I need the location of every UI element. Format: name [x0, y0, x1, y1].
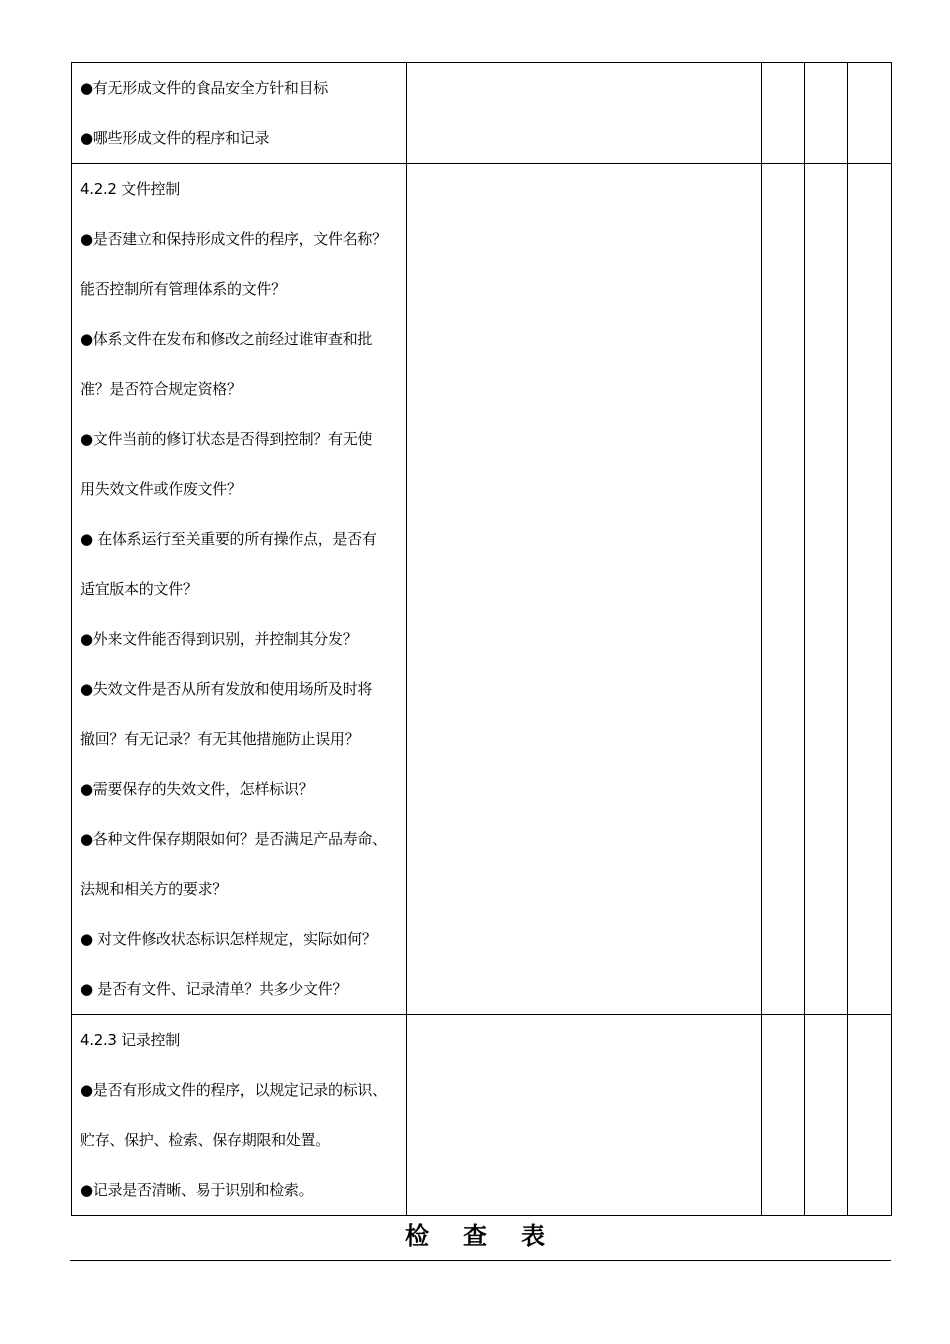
- check-item-line: ●各种文件保存期限如何？是否满足产品寿命、: [80, 830, 387, 848]
- check-item-line: ● 在体系运行至关重要的所有操作点，是否有: [80, 530, 377, 548]
- mark-cell: [762, 164, 805, 1015]
- check-item-line: ●失效文件是否从所有发放和使用场所及时将: [80, 680, 373, 698]
- check-item-line: 准？是否符合规定资格？: [80, 380, 242, 398]
- mark-cell: [805, 1015, 848, 1216]
- mark-cell: [848, 1015, 892, 1216]
- check-item-line: 4.2.3 记录控制: [80, 1031, 180, 1049]
- mark-cell: [848, 164, 892, 1015]
- check-item-line: ●是否有形成文件的程序，以规定记录的标识、: [80, 1081, 387, 1099]
- check-item-line: 贮存、保护、检索、保存期限和处置。: [80, 1131, 330, 1149]
- footer-divider: [70, 1260, 891, 1261]
- check-item-cell: [72, 164, 407, 1015]
- checklist-body: [72, 63, 892, 1216]
- check-item-line: ●有无形成文件的食品安全方针和目标: [80, 79, 328, 97]
- checklist-row: [72, 1015, 892, 1216]
- checklist-row: [72, 164, 892, 1015]
- check-item-line: 适宜版本的文件？: [80, 580, 198, 598]
- check-item-line: ●体系文件在发布和修改之前经过谁审查和批: [80, 330, 373, 348]
- check-item-line: ●哪些形成文件的程序和记录: [80, 129, 270, 147]
- check-item-line: ●需要保存的失效文件，怎样标识？: [80, 780, 314, 798]
- check-item-line: 4.2.2 文件控制: [80, 180, 180, 198]
- mark-cell: [762, 63, 805, 164]
- check-item-line: 撤回？有无记录？有无其他措施防止误用？: [80, 730, 360, 748]
- mark-cell: [848, 63, 892, 164]
- page-footer-title: 检查表: [405, 1221, 579, 1250]
- check-item-line: 法规和相关方的要求？: [80, 880, 228, 898]
- check-item-line: ● 是否有文件、记录清单？共多少文件？: [80, 980, 348, 998]
- record-note-cell: [407, 164, 762, 1015]
- check-item-line: ●文件当前的修订状态是否得到控制？有无使: [80, 430, 373, 448]
- mark-cell: [805, 63, 848, 164]
- check-item-line: ●是否建立和保持形成文件的程序，文件名称？: [80, 230, 387, 248]
- record-note-cell: [407, 63, 762, 164]
- check-item-line: ●记录是否清晰、易于识别和检索。: [80, 1181, 314, 1199]
- check-item-cell: [72, 1015, 407, 1216]
- mark-cell: [805, 164, 848, 1015]
- check-item-line: 用失效文件或作废文件？: [80, 480, 242, 498]
- check-item-line: 能否控制所有管理体系的文件？: [80, 280, 286, 298]
- checklist-row: [72, 63, 892, 164]
- check-item-line: ●外来文件能否得到识别，并控制其分发？: [80, 630, 358, 648]
- check-item-cell: [72, 63, 407, 164]
- check-item-line: ● 对文件修改状态标识怎样规定，实际如何？: [80, 930, 377, 948]
- record-note-cell: [407, 1015, 762, 1216]
- mark-cell: [762, 1015, 805, 1216]
- checklist-table: [71, 62, 892, 1216]
